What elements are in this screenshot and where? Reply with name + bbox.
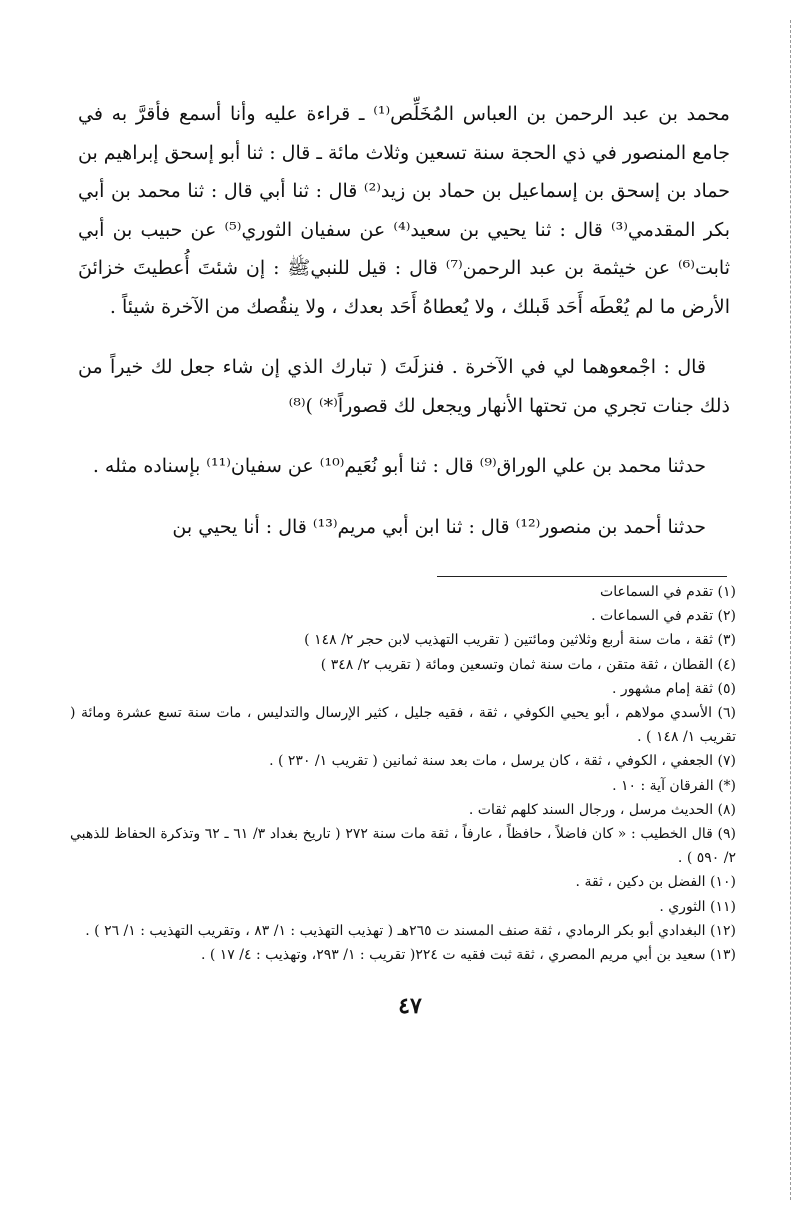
footnote-12: (١٢) البغدادي أبو بكر الرمادي ، ثقة صنف المسند ت ٢٦٥هـ ( تهذيب التهذيب : ١/ ٨٣ ، وتقريب التهذيب : ١/ ٢٦ ) .: [85, 922, 736, 939]
paragraph-second-isnad: حدثنا محمد بن علي الوراق⁽⁹⁾ قال : ثنا أبو نُعَيم⁽¹⁰⁾ عن سفيان⁽¹¹⁾ بإسناده مثله .: [92, 455, 706, 477]
paragraph-quran-verse: قال : اجْمعوهما لي في الآخرة . فنزلَتَ ( تبارك الذي إن شاء جعل لك خيراً من ذلك جنات تجري من تحتها الأنهار ويجعل لك قصوراً⁽*⁾ )⁽⁸⁾: [78, 356, 730, 417]
footnote-13: (١٣) سعيد بن أبي مريم المصري ، ثقة ثبت فقيه ت ٢٢٤( تقريب : ١/ ٢٩٣، وتهذيب : ٤/ ١٧ ) .: [200, 947, 736, 964]
footnote-11: (١١) الثوري .: [659, 898, 736, 915]
page-edge-line: [790, 20, 791, 1200]
footnote-9: (٩) قال الخطيب : « كان فاضلاً ، حافظاً ، عارفاً ، ثقة مات سنة ٢٧٢ ( تاريخ بغداد ٣/ ٦١ ـ ٦٢ وتذكرة الحفاظ للذهبي ٢/ ٥٩٠ ) .: [70, 826, 736, 867]
page-number: ٤٧: [398, 993, 422, 1019]
footnote-separator: [437, 576, 727, 577]
footnote-2: (٢) تقدم في السماعات .: [591, 608, 736, 625]
footnote-1: (١) تقدم في السماعات: [600, 584, 736, 600]
footnote-star: (*) الفرقان آية : ١٠ .: [612, 777, 736, 794]
paragraph-isnad: محمد بن عبد الرحمن بن العباس المُخَلِّص⁽¹⁾ ـ قراءة عليه وأنا أسمع فأقرَّ به في جامع المنصور في ذي الحجة سنة تسعين وثلاث مائة ـ قال : ثنا أبو إسحق إبراهيم بن حماد بن إسحق بن إسماعيل بن حماد بن زيد⁽²⁾ قال : ثنا أبي قال : ثنا محمد بن أبي بكر المقدمي⁽³⁾ قال : ثنا يحيي بن سعيد⁽⁴⁾ عن سفيان الثوري⁽⁵⁾ عن حبيب بن أبي ثابت⁽⁶⁾ عن خيثمة بن عبد الرحمن⁽⁷⁾ قال : قيل للنبيﷺ : إن شئتَ أُعطيتَ خزائنَ الأرض ما لم يُعْطَه أَحَد قَبلك ، ولا يُعطاهُ أَحَد بعدك ، ولا ينقُصك من الآخرة شيئاً .: [78, 103, 731, 318]
footnote-10: (١٠) الفضل بن دكين ، ثقة .: [575, 874, 736, 891]
footnote-4: (٤) القطان ، ثقة متقن ، مات سنة ثمان وتسعين ومائة ( تقريب ٢/ ٣٤٨ ): [320, 656, 736, 673]
footnote-7: (٧) الجعفي ، الكوفي ، ثقة ، كان يرسل ، مات بعد سنة ثمانين ( تقريب ١/ ٢٣٠ ) .: [269, 753, 736, 770]
footnote-3: (٣) ثقة ، مات سنة أربع وثلاثين ومائتين ( تقريب التهذيب لابن حجر ٢/ ١٤٨ ): [304, 632, 736, 649]
main-text: [78, 95, 730, 546]
footnote-5: (٥) ثقة إمام مشهور .: [612, 680, 736, 697]
footnote-6: (٦) الأسدي مولاهم ، أبو يحيي الكوفي ، ثقة ، فقيه جليل ، كثير الإرسال والتدليس ، مات سنة تسع عشرة ومائة ( تقريب ١/ ١٤٨ ) .: [70, 705, 736, 746]
footnote-8: (٨) الحديث مرسل ، ورجال السند كلهم ثقات .: [468, 801, 736, 818]
paragraph-third-isnad: حدثنا أحمد بن منصور⁽¹²⁾ قال : ثنا ابن أبي مريم⁽¹³⁾ قال : أنا يحيي بن: [172, 515, 706, 538]
footnotes: [70, 580, 736, 967]
